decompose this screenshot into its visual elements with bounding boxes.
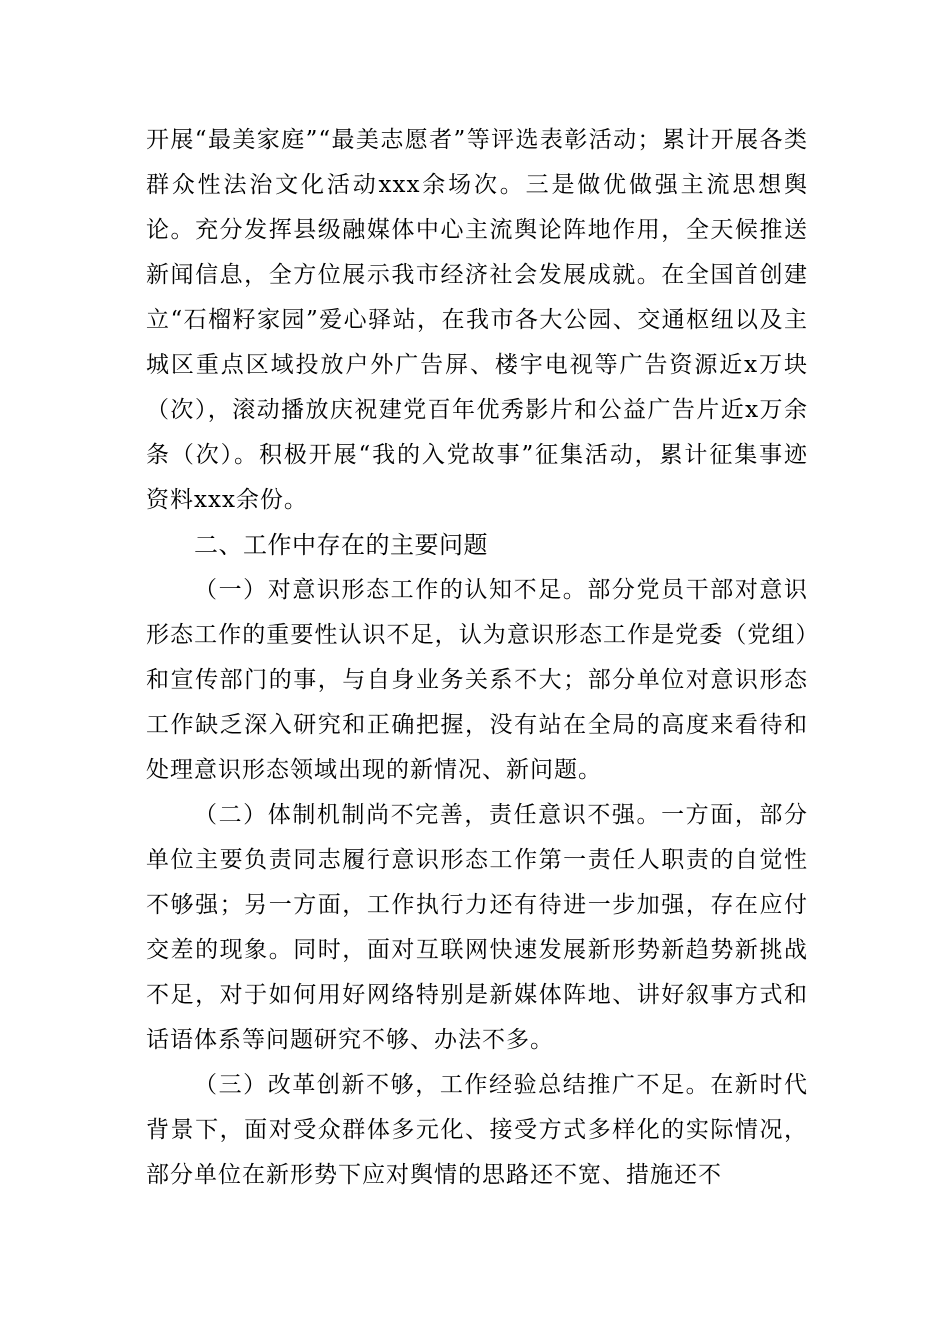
paragraph-3: （三）改革创新不够，工作经验总结推广不足。在新时代背景下，面对受众群体多元化、接受方式多样化的实际情况，部分单位在新形势下应对舆情的思路还不宽、措施还不 [146, 1072, 808, 1188]
section-heading: 二、工作中存在的主要问题 [194, 531, 488, 559]
paragraph-1: （一）对意识形态工作的认知不足。部分党员干部对意识形态工作的重要性认识不足，认为意识形态工作是党委（党组）和宣传部门的事，与自身业务关系不大；部分单位对意识形态工作缺乏深入研究和正确把握，没有站在全局的高度来看待和处理意识形态领域出现的新情况、新问题。 [146, 577, 808, 783]
document-body [146, 118, 808, 1198]
paragraph-2: （二）体制机制尚不完善，责任意识不强。一方面，部分单位主要负责同志履行意识形态工作第一责任人职责的自觉性不够强；另一方面，工作执行力还有待进一步加强，存在应付交差的现象。同时，面对互联网快速发展新形势新趋势新挑战不足，对于如何用好网络特别是新媒体阵地、讲好叙事方式和话语体系等问题研究不够、办法不多。 [146, 802, 808, 1053]
continued-paragraph: 开展“最美家庭”“最美志愿者”等评选表彰活动；累计开展各类群众性法治文化活动xxx余场次。三是做优做强主流思想舆论。充分发挥县级融媒体中心主流舆论阵地作用，全天候推送新闻信息，全方位展示我市经济社会发展成就。在全国首创建立“石榴籽家园”爱心驿站，在我市各大公园、交通枢纽以及主城区重点区域投放户外广告屏、楼宇电视等广告资源近x万块（次），滚动播放庆祝建党百年优秀影片和公益广告片近x万余条（次）。积极开展“我的入党故事”征集活动，累计征集事迹资料xxx余份。 [146, 127, 808, 513]
